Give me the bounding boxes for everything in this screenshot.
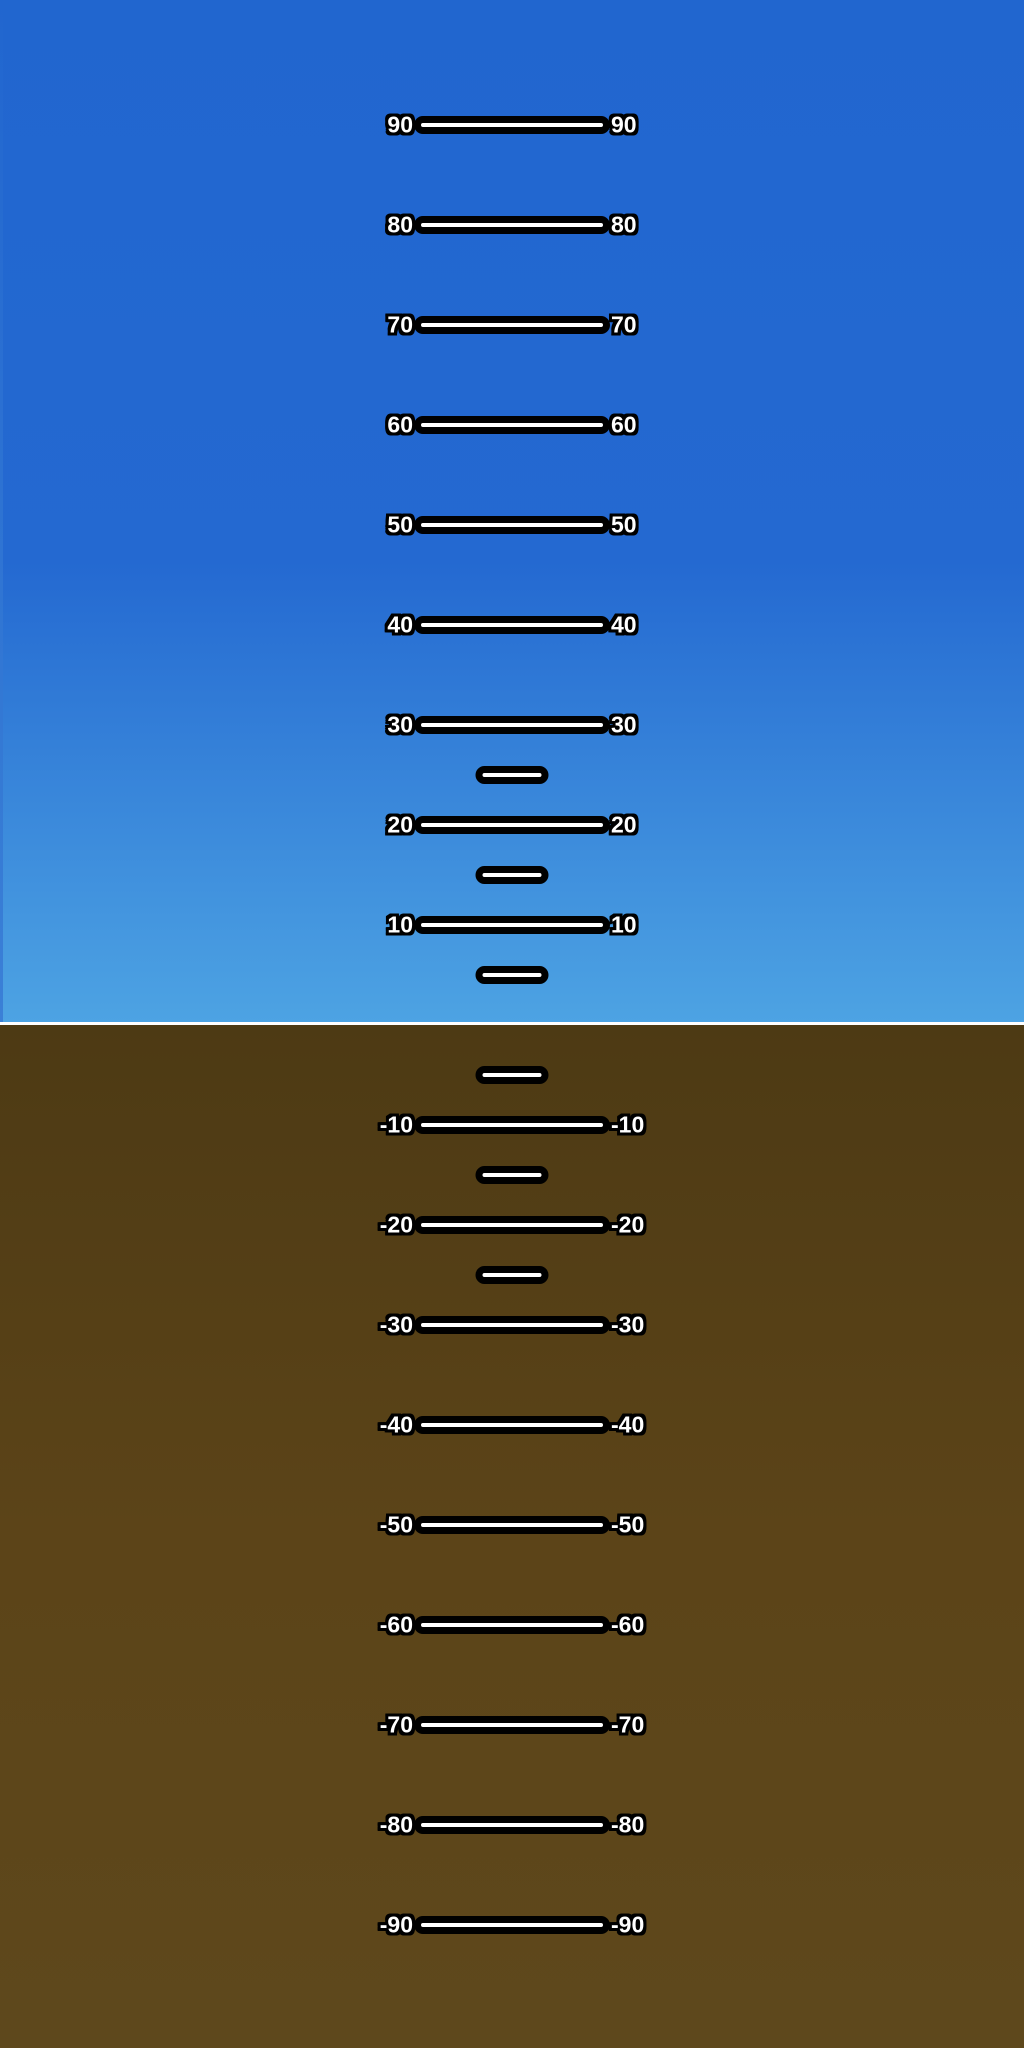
pitch-label-left: 40	[387, 611, 413, 638]
pitch-label-right: -40	[611, 1411, 645, 1438]
pitch-line	[414, 1816, 610, 1834]
pitch-line	[476, 766, 549, 784]
pitch-label-right: -70	[611, 1711, 645, 1738]
pitch-label-right: 40	[611, 611, 637, 638]
pitch-line	[476, 866, 549, 884]
pitch-label-left: -80	[379, 1811, 413, 1838]
pitch-label-right: 80	[611, 211, 637, 238]
pitch-line	[414, 1916, 610, 1934]
pitch-line	[414, 1116, 610, 1134]
pitch-line	[414, 916, 610, 934]
pitch-label-right: 70	[611, 311, 637, 338]
pitch-label-left: 90	[387, 111, 413, 138]
pitch-line	[414, 1616, 610, 1634]
pitch-line	[476, 1266, 549, 1284]
pitch-label-left: 70	[387, 311, 413, 338]
pitch-line	[414, 816, 610, 834]
pitch-label-left: -40	[379, 1411, 413, 1438]
pitch-line	[476, 966, 549, 984]
pitch-label-left: -60	[379, 1611, 413, 1638]
pitch-line	[414, 716, 610, 734]
pitch-line	[414, 516, 610, 534]
pitch-line	[414, 416, 610, 434]
pitch-label-right: -60	[611, 1611, 645, 1638]
pitch-label-left: 60	[387, 411, 413, 438]
pitch-label-left: 20	[387, 811, 413, 838]
pitch-label-right: 60	[611, 411, 637, 438]
pitch-label-left: -10	[379, 1111, 413, 1138]
pitch-label-right: 10	[611, 911, 637, 938]
pitch-label-right: -90	[611, 1911, 645, 1938]
pitch-line	[414, 1516, 610, 1534]
pitch-line	[414, 1316, 610, 1334]
pitch-line	[476, 1166, 549, 1184]
pitch-line	[414, 116, 610, 134]
pitch-label-right: -80	[611, 1811, 645, 1838]
pitch-label-right: -20	[611, 1211, 645, 1238]
pitch-line	[414, 1716, 610, 1734]
pitch-line	[414, 1216, 610, 1234]
pitch-label-left: -70	[379, 1711, 413, 1738]
pitch-line	[476, 1066, 549, 1084]
pitch-line	[414, 616, 610, 634]
pitch-label-right: 20	[611, 811, 637, 838]
pitch-line	[414, 216, 610, 234]
pitch-label-left: 30	[387, 711, 413, 738]
pitch-label-right: -30	[611, 1311, 645, 1338]
pitch-label-right: 90	[611, 111, 637, 138]
pitch-line	[414, 1416, 610, 1434]
pitch-label-left: 80	[387, 211, 413, 238]
pitch-label-right: -10	[611, 1111, 645, 1138]
pitch-label-right: 30	[611, 711, 637, 738]
pitch-label-right: -50	[611, 1511, 645, 1538]
pitch-label-left: -50	[379, 1511, 413, 1538]
pitch-label-left: 50	[387, 511, 413, 538]
pitch-label-right: 50	[611, 511, 637, 538]
pitch-line	[414, 316, 610, 334]
pitch-label-left: -30	[379, 1311, 413, 1338]
pitch-label-left: -20	[379, 1211, 413, 1238]
pitch-label-left: 10	[387, 911, 413, 938]
pitch-label-left: -90	[379, 1911, 413, 1938]
